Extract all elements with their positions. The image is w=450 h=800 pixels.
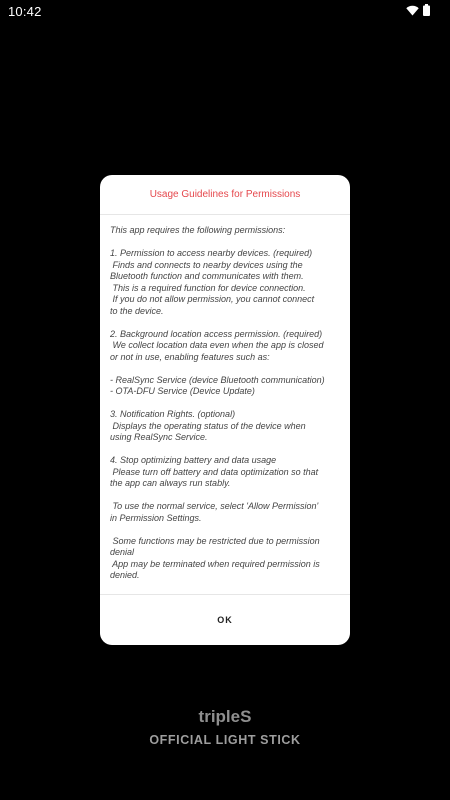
brand-subtitle: OFFICIAL LIGHT STICK	[149, 733, 301, 747]
dialog-text-line: denial	[110, 547, 135, 557]
dialog-text-line: or not in use, enabling features such as:	[110, 351, 270, 362]
dialog-text-line: - OTA-DFU Service (Device Update)	[110, 386, 255, 396]
dialog-text-line: Bluetooth function and communicates with them.	[110, 271, 304, 281]
dialog-text-line: 3. Notification Rights. (optional)	[110, 409, 236, 419]
dialog-paragraph	[110, 225, 342, 237]
dialog-text-line: in Permission Settings.	[110, 512, 202, 523]
brand-block	[0, 707, 450, 747]
dialog-text-line: - RealSync Service (device Bluetooth communication)	[110, 374, 325, 385]
ok-button[interactable]: OK	[197, 607, 253, 633]
status-icons	[406, 4, 430, 19]
status-time: 10:42	[8, 4, 42, 19]
dialog-text-line: If you do not allow permission, you cannot connect	[110, 294, 315, 304]
dialog-text-line: 2. Background location access permission. (required)	[110, 328, 323, 339]
dialog-paragraph	[110, 501, 342, 524]
dialog-text-line: To use the normal service, select 'Allow Permission'	[110, 501, 319, 511]
dialog-paragraph	[110, 375, 342, 398]
dialog-text-line: This app requires the following permissions:	[110, 225, 286, 235]
status-bar	[0, 0, 450, 22]
dialog-text-line: Some functions may be restricted due to permission	[110, 535, 320, 546]
brand-name: tripleS	[198, 707, 252, 726]
dialog-text-line: This is a required function for device connection.	[110, 282, 306, 293]
dialog-paragraph	[110, 536, 342, 582]
dialog-text-line: to the device.	[110, 305, 164, 316]
wifi-icon	[406, 4, 419, 19]
dialog-paragraph	[110, 409, 342, 444]
dialog-text-line: denied.	[110, 570, 140, 580]
dialog-text-line: 1. Permission to access nearby devices. (required)	[110, 248, 313, 258]
permissions-dialog	[100, 175, 350, 645]
battery-icon	[423, 4, 430, 19]
dialog-text-line: Finds and connects to nearby devices using the	[110, 259, 303, 270]
dialog-title: Usage Guidelines for Permissions	[100, 175, 350, 215]
dialog-text-line: using RealSync Service.	[110, 432, 208, 442]
dialog-text-line: App may be terminated when required permission is	[110, 558, 320, 569]
dialog-text-line: Displays the operating status of the device when	[110, 420, 306, 431]
dialog-text-line: Please turn off battery and data optimization so that	[110, 466, 319, 477]
dialog-footer	[100, 594, 350, 645]
dialog-paragraph	[110, 329, 342, 364]
dialog-body	[100, 215, 350, 595]
dialog-paragraph	[110, 248, 342, 317]
dialog-text-line: 4. Stop optimizing battery and data usage	[110, 455, 277, 465]
dialog-paragraph	[110, 455, 342, 490]
dialog-text-line: the app can always run stably.	[110, 478, 231, 488]
dialog-text-line: We collect location data even when the app is closed	[110, 340, 324, 350]
